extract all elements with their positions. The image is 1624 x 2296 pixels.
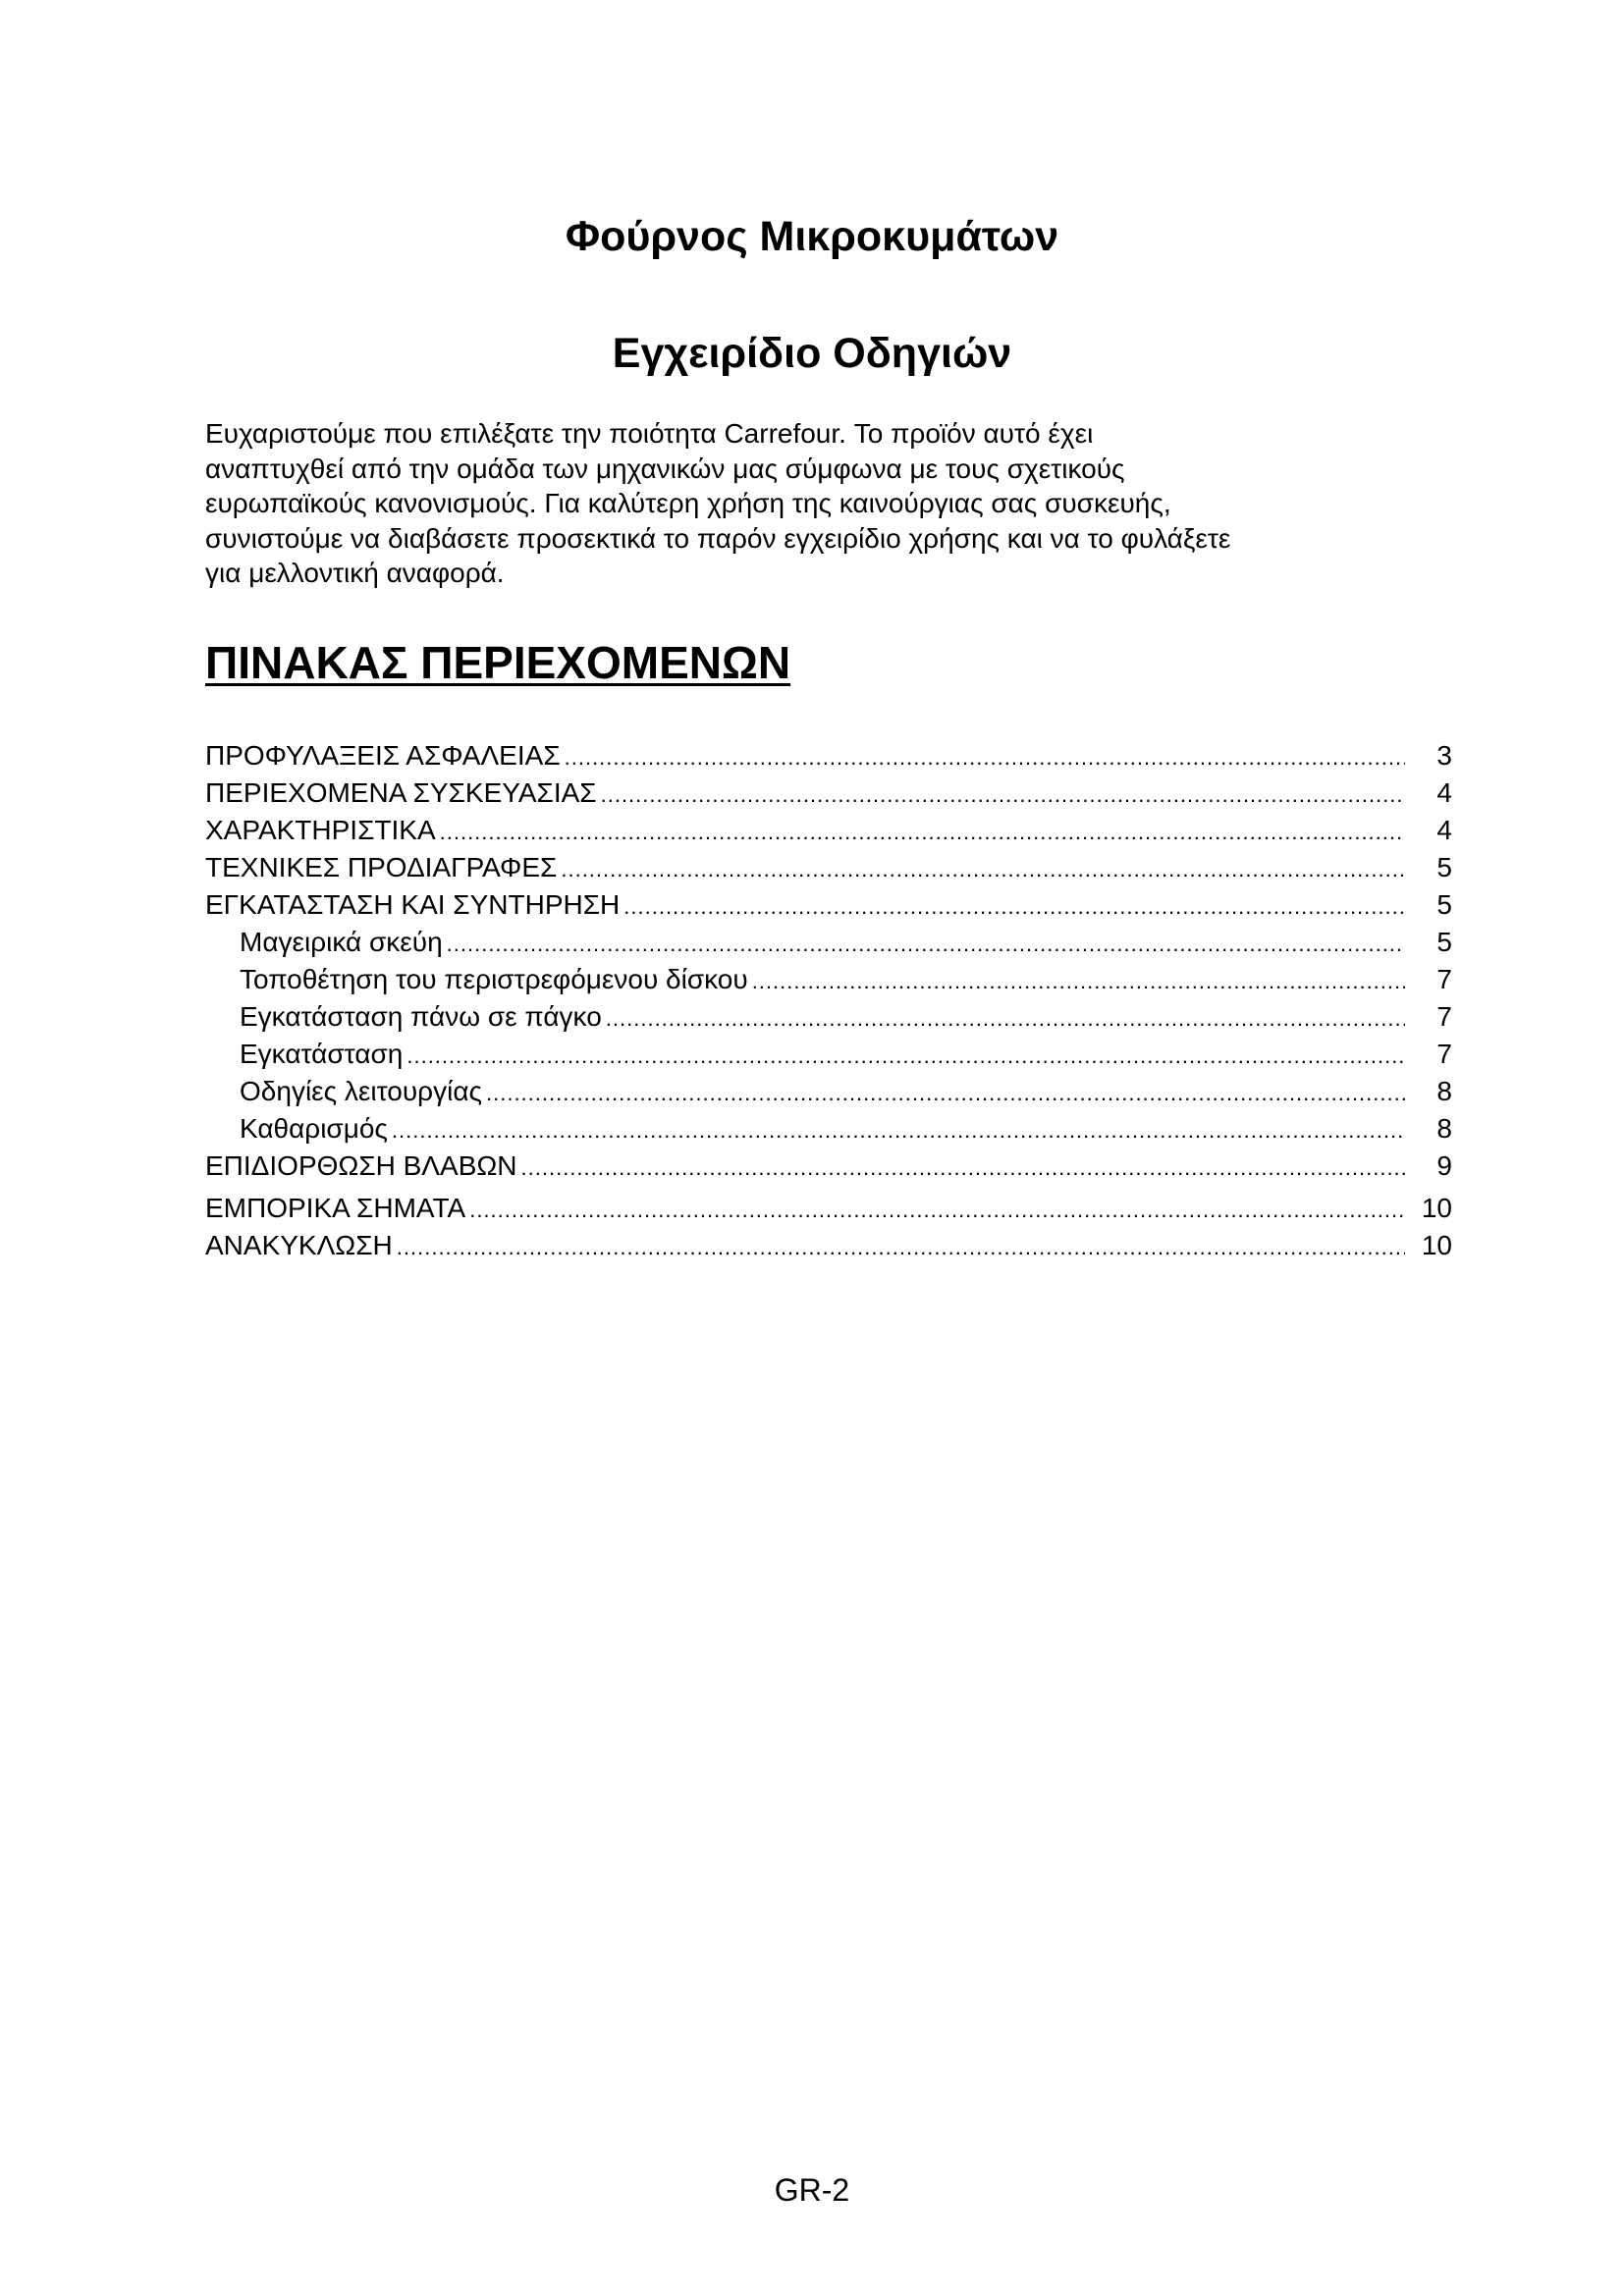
toc-entry-page: 8 (1436, 1076, 1452, 1106)
toc-entry-page: 4 (1436, 777, 1452, 808)
toc-entry (205, 1113, 1464, 1150)
toc-dot-leader (561, 857, 1405, 882)
intro-line: αναπτυχθεί από την ομάδα των μηχανικών μας σύμφωνα με τους σχετικούς (205, 453, 1125, 484)
toc-entry-page: 4 (1436, 815, 1452, 845)
toc-dot-leader (397, 1235, 1405, 1260)
toc-entry-label: Εγκατάσταση (240, 1039, 404, 1069)
toc-entry (205, 1150, 1464, 1188)
toc-entry (205, 852, 1464, 889)
toc-entry-page: 10 (1421, 1193, 1452, 1223)
toc-entry-page: 5 (1436, 889, 1452, 920)
toc-entry-page: 10 (1421, 1230, 1452, 1260)
intro-line: ευρωπαϊκούς κανονισμούς. Για καλύτερη χρήση της καινούργιας σας συσκευής, (205, 488, 1171, 518)
intro-line: συνιστούμε να διαβάσετε προσεκτικά το παρόν εγχειρίδιο χρήσης και να το φυλάξετε (205, 522, 1231, 554)
toc-entry (205, 889, 1464, 927)
toc-entry-page: 5 (1436, 852, 1452, 882)
toc-dot-leader (406, 1043, 1405, 1069)
toc-entry (205, 1001, 1464, 1039)
toc-dot-leader (623, 894, 1405, 920)
toc-entry-label: Εγκατάσταση πάνω σε πάγκο (240, 1001, 602, 1032)
intro-line: για μελλοντική αναφορά. (205, 558, 505, 588)
toc-dot-leader (486, 1081, 1405, 1106)
toc-dot-leader (392, 1118, 1405, 1144)
toc-dot-leader (447, 932, 1405, 957)
toc-entry-label: ΤΕΧΝΙΚΕΣ ΠΡΟΔΙΑΓΡΑΦΕΣ (205, 852, 558, 882)
toc-entry (205, 740, 1464, 777)
toc-dot-leader (469, 1198, 1405, 1223)
toc-entry-page: 5 (1436, 927, 1452, 957)
toc-dot-leader (521, 1155, 1405, 1181)
toc-entry-page: 3 (1436, 740, 1452, 771)
toc-dot-leader (565, 745, 1405, 771)
toc-entry-label: ΠΡΟΦΥΛΑΞΕΙΣ ΑΣΦΑΛΕΙΑΣ (205, 740, 561, 771)
toc-entry (205, 777, 1464, 815)
toc-entry-label: Μαγειρικά σκεύη (240, 927, 443, 957)
toc-entry-label: ΧΑΡΑΚΤΗΡΙΣΤΙΚΑ (205, 815, 436, 845)
toc-entry (205, 964, 1464, 1001)
toc-entry (205, 1193, 1464, 1230)
toc-entry (205, 1230, 1464, 1267)
toc-entry (205, 815, 1464, 852)
toc-entry (205, 927, 1464, 964)
toc-entry (205, 1076, 1464, 1113)
toc-entry-page: 7 (1436, 964, 1452, 994)
toc-dot-leader (606, 1006, 1405, 1032)
toc-entry-label: Οδηγίες λειτουργίας (240, 1076, 482, 1106)
toc-entry-label: ΑΝΑΚΥΚΛΩΣΗ (205, 1230, 393, 1260)
toc-dot-leader (601, 782, 1405, 808)
toc-entry-label: Τοποθέτηση του περιστρεφόμενου δίσκου (240, 964, 748, 994)
toc-heading: ΠΙΝΑΚΑΣ ΠΕΡΙΕΧΟΜΕΝΩΝ (205, 637, 791, 688)
toc-entry-label: ΕΠΙΔΙΟΡΘΩΣΗ ΒΛΑΒΩΝ (205, 1150, 517, 1181)
toc-entry (205, 1039, 1464, 1076)
toc-entry-label: Καθαρισμός (240, 1113, 388, 1144)
toc-entry-label: ΕΓΚΑΤΑΣΤΑΣΗ ΚΑΙ ΣΥΝΤΗΡΗΣΗ (205, 889, 621, 920)
page-number: GR-2 (774, 2172, 850, 2208)
toc-dot-leader (752, 969, 1405, 994)
toc-entry-page: 7 (1436, 1001, 1452, 1032)
toc-entry-page: 8 (1436, 1113, 1452, 1144)
intro-line: Ευχαριστούμε που επιλέξατε την ποιότητα Carrefour. Το προϊόν αυτό έχει (205, 418, 1094, 449)
intro-paragraph (205, 416, 1482, 591)
toc-dot-leader (440, 820, 1405, 845)
toc-entry-label: ΠΕΡΙΕΧΟΜΕΝΑ ΣΥΣΚΕΥΑΣΙΑΣ (205, 777, 597, 808)
toc-entry-page: 9 (1436, 1150, 1452, 1181)
document-title: Φούρνος Μικροκυμάτων (565, 213, 1059, 260)
document-subtitle: Εγχειρίδιο Οδηγιών (612, 330, 1012, 377)
toc-entry-label: ΕΜΠΟΡΙΚΑ ΣΗΜΑΤΑ (205, 1193, 466, 1223)
toc-entry-page: 7 (1436, 1039, 1452, 1069)
